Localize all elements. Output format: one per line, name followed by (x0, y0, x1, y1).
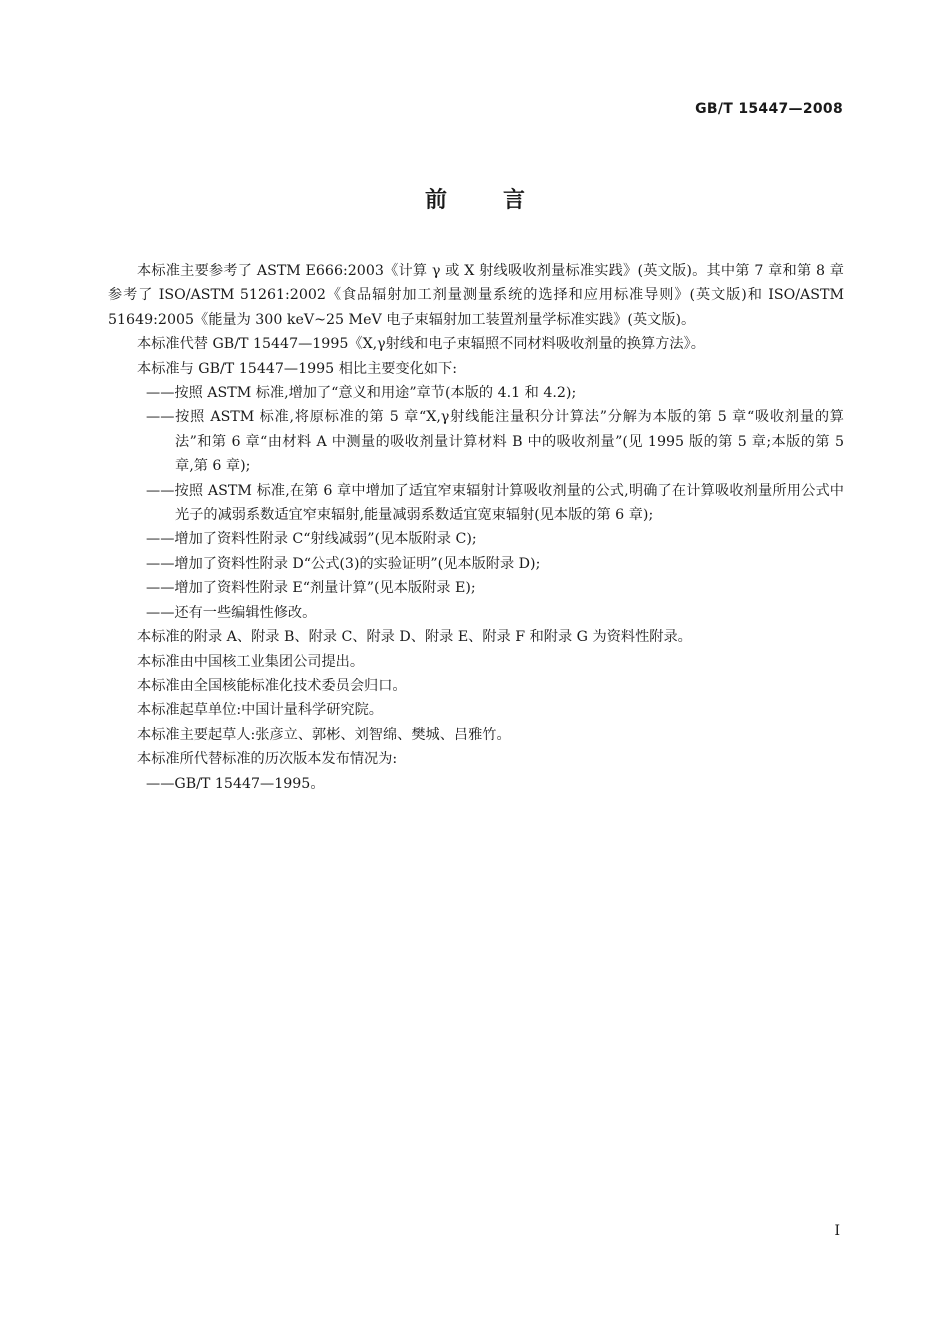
list-item-change: ——还有一些编辑性修改。 (146, 604, 317, 621)
list-item-change: ——按照 ASTM 标准,将原标准的第 5 章“X,γ射线能注量积分计算法”分解为本版的第 5 章“吸收剂量的算法”和第 6 章“由材料 A 中测量的吸收剂量计算材料 B 中的吸收剂量”(见 1995 版的第 5 章;本版的第 5 章,第 6 章); (146, 409, 844, 475)
paragraph-drafters: 本标准主要起草人:张彦立、郭彬、刘智绵、樊城、吕雅竹。 (137, 726, 511, 743)
list-item-change: ——增加了资料性附录 C“射线减弱”(见本版附录 C); (146, 531, 477, 548)
paragraph-history-intro: 本标准所代替标准的历次版本发布情况为: (137, 751, 398, 768)
paragraph-changes-intro: 本标准与 GB/T 15447—1995 相比主要变化如下: (137, 360, 457, 377)
paragraph-committee: 本标准由全国核能标准化技术委员会归口。 (137, 677, 407, 694)
list-item-history: ——GB/T 15447—1995。 (146, 775, 325, 792)
foreword-body (108, 259, 844, 796)
page-number: I (834, 1223, 840, 1239)
paragraph-proposer: 本标准由中国核工业集团公司提出。 (137, 653, 365, 670)
list-item-change: ——按照 ASTM 标准,在第 6 章中增加了适宜窄束辐射计算吸收剂量的公式,明确了在计算吸收剂量所用公式中光子的减弱系数适宜窄束辐射,能量减弱系数适宜宽束辐射(见本版的第 6 章); (146, 482, 844, 524)
list-item-change: ——增加了资料性附录 D“公式(3)的实验证明”(见本版附录 D); (146, 555, 541, 572)
page-title: 前言 (424, 188, 581, 213)
paragraph-replaces: 本标准代替 GB/T 15447—1995《X,γ射线和电子束辐照不同材料吸收剂量的换算方法》。 (137, 336, 705, 353)
paragraph-references: 本标准主要参考了 ASTM E666:2003《计算 γ 或 X 射线吸收剂量标准实践》(英文版)。其中第 7 章和第 8 章参考了 ISO/ASTM 51261:2002《食品辐射加工剂量测量系统的选择和应用标准导则》(英文版)和 ISO/ASTM 51649:2005《能量为 300 keV~25 MeV 电子束辐射加工装置剂量学标准实践》(英文版)。 (108, 263, 844, 328)
list-item-change: ——增加了资料性附录 E“剂量计算”(见本版附录 E); (146, 580, 476, 597)
paragraph-appendices: 本标准的附录 A、附录 B、附录 C、附录 D、附录 E、附录 F 和附录 G 为资料性附录。 (137, 629, 692, 646)
list-item-change: ——按照 ASTM 标准,增加了“意义和用途”章节(本版的 4.1 和 4.2); (146, 385, 577, 402)
paragraph-drafting-unit: 本标准起草单位:中国计量科学研究院。 (137, 702, 383, 719)
standard-code: GB/T 15447—2008 (695, 101, 843, 117)
